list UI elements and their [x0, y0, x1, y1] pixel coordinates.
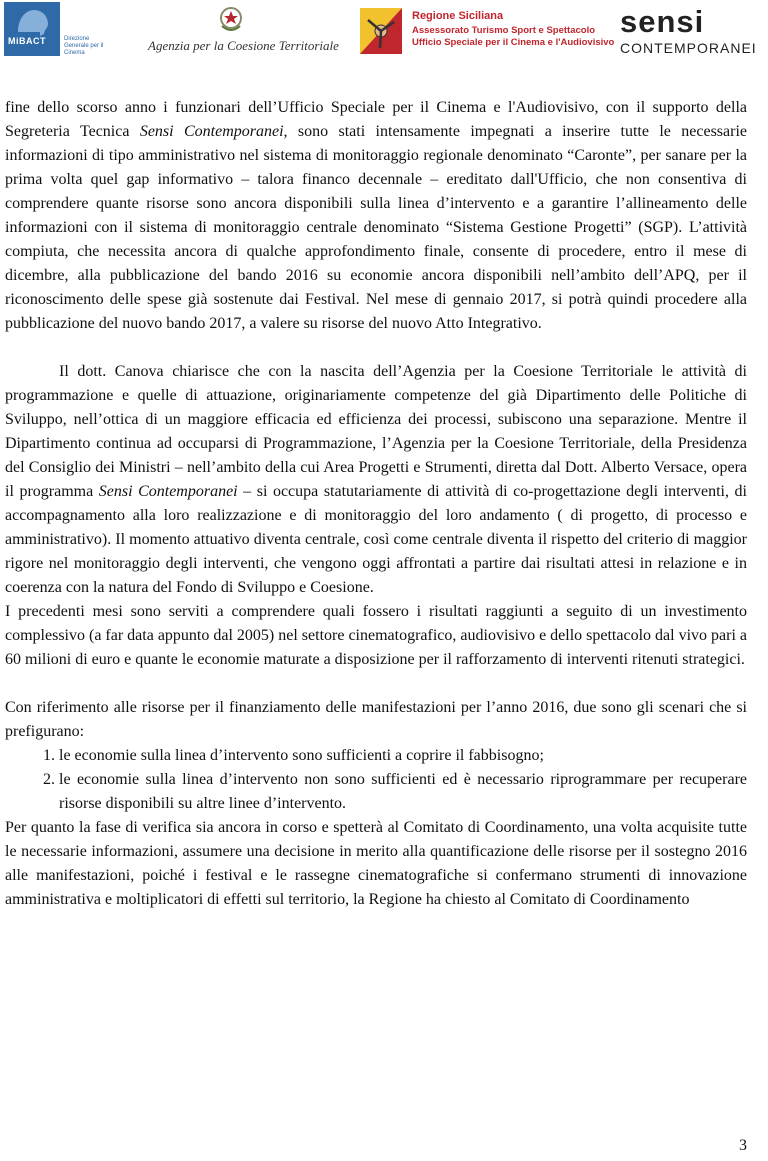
paragraph-1-italic: Sensi Contemporanei,	[139, 123, 288, 140]
paragraph-spacer	[5, 336, 747, 360]
agency-logo-name: Agenzia per la Coesione Territoriale	[148, 38, 339, 53]
page-header	[0, 0, 768, 62]
paragraph-2-text-b: – si occupa statutariamente di attività di co-progettazione degli interventi, di accompagnamento alla loro realizzazione e di monitoraggio del loro andamento ( di progetto, di processo e amministrativo). Il momento attuativo diventa centrale, così come centrale diventa il rispetto del criterio di maggior rigore nel monitoraggio degli interventi, che vengono oggi affrontati a partire dai risultati attesi in relazione e in coerenza con la natura del Fondo di Sviluppo e Coesione.	[5, 483, 747, 596]
mibact-logo-subtitle: Direzione Generale per il Cinema	[64, 36, 104, 56]
paragraph-2-text-a: Il dott. Canova chiarisce che con la nascita dell’Agenzia per la Coesione Territoriale le attività di programmazione e quelle di attuazione, originariamente competenze del già Dipartimento delle Politiche di Sviluppo, nell’ottica di un maggiore efficacia ed efficienza dei processi, subiscono una separazione. Mentre il Dipartimento continua ad occuparsi di Programmazione, l’Agenzia per la Coesione Territoriale, della Presidenza del Consiglio dei Ministri – nell’ambito della cui Area Progetti e Strumenti, diretta dal Dott. Alberto Versace, opera il programma	[5, 363, 747, 500]
list-item: 1. le economie sulla linea d’intervento sono sufficienti a coprire il fabbisogno;	[59, 744, 747, 768]
republic-emblem-icon	[218, 4, 244, 34]
paragraph-4: Con riferimento alle risorse per il finanziamento delle manifestazioni per l’anno 2016, due sono gli scenari che si prefigurano:	[5, 699, 747, 740]
mibact-logo-text: MiBACT	[8, 36, 46, 46]
region-logo-line1: Regione Siciliana	[412, 10, 504, 22]
paragraph-1-text-a: fine dello scorso anno i funzionari dell’Ufficio Speciale per il Cinema e l'Audiovisivo, con il supporto della Segreteria Tecnica	[5, 99, 747, 140]
paragraph-1	[5, 96, 747, 336]
agency-logo	[148, 4, 339, 56]
paragraph-5: Per quanto la fase di verifica sia ancora in corso e spetterà al Comitato di Coordinamento, una volta acquisite tutte le necessarie informazioni, assumere una decisione in merito alla quantificazione delle risorse per il sostegno 2016 alle manifestazioni, poiché i festival e le rassegne cinematografiche si confermano strumenti di innovazione amministrativa e moltiplicatori di effetti sul territorio, la Regione ha chiesto al Comitato di Coordinamento	[5, 819, 747, 908]
region-logo	[360, 6, 615, 56]
region-logo-line2: Assessorato Turismo Sport e Spettacolo	[412, 25, 596, 36]
scenario-list	[5, 744, 747, 816]
sensi-logo-word: sensi	[620, 4, 705, 39]
sensi-logo-subword: CONTEMPORANEI	[620, 40, 757, 56]
paragraph-1-text-b: sono stati intensamente impegnati a inserire tutte le necessarie informazioni di tipo amministrativo nel sistema di monitoraggio regionale denominato “Caronte”, per sanare per la prima volta quel gap informativo – talora financo decennale – ereditato dall'Ufficio, che non consentiva di comprendere quante risorse sono ancora disponibili sulla linea d’intervento e a garantire l’allineamento delle informazioni con il sistema di monitoraggio centrale denominato “Sistema Gestione Progetti” (SGP). L’attività compiuta, che necessita ancora di qualche approfondimento finale, consente di procedere, entro il mese di dicembre, alla pubblicazione del bando 2016 su economie ancora disponibili nell’ambito dell’APQ, per il riconoscimento delle spese già sostenute dai Festival. Nel mese di gennaio 2017, si potrà quindi procedere alla pubblicazione del nuovo bando 2017, a valere su risorse del nuovo Atto Integrativo.	[5, 123, 747, 332]
list-item: 2. le economie sulla linea d’intervento non sono sufficienti ed è necessario riprogrammare per recuperare risorse disponibili su altre linee d’intervento.	[59, 768, 747, 816]
paragraph-3: I precedenti mesi sono serviti a comprendere quali fossero i risultati raggiunti a seguito di un investimento complessivo (a far data appunto dal 2005) nel settore cinematografico, audiovisivo e dello spettacolo dal vivo pari a 60 milioni di euro e quante le economie maturate a disposizione per il rafforzamento di interventi ritenuti strategici.	[5, 603, 747, 668]
paragraph-2	[5, 360, 747, 600]
paragraph-spacer	[5, 672, 747, 696]
mibact-logo	[4, 2, 112, 56]
paragraph-2-italic: Sensi Contemporanei	[98, 483, 238, 500]
region-logo-line3: Ufficio Speciale per il Cinema e l'Audiovisivo	[412, 37, 615, 48]
sensi-contemporanei-logo	[618, 4, 763, 56]
bust-icon	[4, 2, 60, 56]
document-body	[5, 96, 747, 912]
mibact-logo-mark	[4, 2, 60, 56]
trinacria-icon	[360, 8, 402, 54]
page-number: 3	[739, 1137, 747, 1154]
